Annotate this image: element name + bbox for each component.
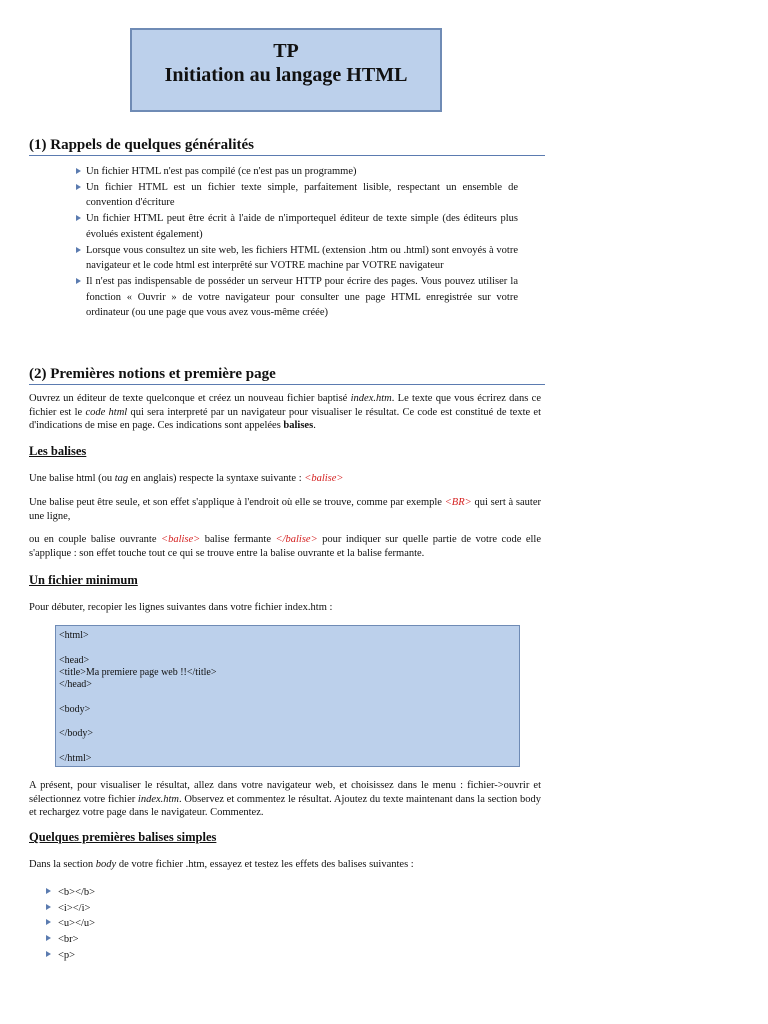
code-block: <html> <head> <title>Ma premiere page web !!</title> </head> <body> </body> </html> [55, 625, 520, 767]
list-item: <b></b> [46, 885, 95, 901]
list-item: Un fichier HTML peut être écrit à l'aide de n'importequel éditeur de texte simple (des éditeurs plus évolués existent également) [76, 211, 518, 242]
list-item: <i></i> [46, 901, 95, 917]
balises-simples-intro: Dans la section body de votre fichier .htm, essayez et testez les effets des balises suivantes : [29, 859, 414, 870]
title-line-1: TP [273, 40, 299, 62]
list-item: Un fichier HTML n'est pas compilé (ce n'est pas un programme) [76, 164, 518, 180]
title-box [130, 28, 442, 112]
section-1-bullet-list [76, 164, 518, 321]
bullet-triangle-icon [46, 951, 51, 957]
bullet-triangle-icon [76, 278, 81, 284]
bullet-triangle-icon [46, 904, 51, 910]
list-item: <u></u> [46, 916, 95, 932]
section-2-heading: (2) Premières notions et première page [29, 365, 545, 385]
bullet-triangle-icon [76, 168, 81, 174]
title-line-2: Initiation au langage HTML [164, 64, 408, 86]
balises-paragraph-1: Une balise html (ou tag en anglais) respecte la syntaxe suivante : <balise> [29, 473, 344, 484]
balises-paragraph-2: Une balise peut être seule, et son effet s'applique à l'endroit où elle se trouve, comme par exemple <BR> qui sert à sauter une ligne, [29, 497, 541, 522]
bullet-triangle-icon [46, 935, 51, 941]
fichier-minimum-heading: Un fichier minimum [29, 573, 138, 587]
bullet-triangle-icon [76, 184, 81, 190]
balises-paragraph-3: ou en couple balise ouvrante <balise> balise fermante </balise> pour indiquer sur quelle partie de votre code elle s'applique : son effet touche tout ce qui se trouve entre la balise ouvrante et la balise fermante. [29, 534, 541, 559]
list-item: <p> [46, 948, 95, 964]
section-2-intro: Ouvrez un éditeur de texte quelconque et créez un nouveau fichier baptisé index.htm. Le texte que vous écrirez dans ce fichier est le code html qui sera interpreté par un navigateur pour visualiser le résultat. Ce code est constitué de texte et d'indications de mise en page. Ces indications sont appelées balises. [29, 393, 542, 431]
balises-heading: Les balises [29, 444, 87, 458]
bullet-triangle-icon [76, 247, 81, 253]
list-item: Il n'est pas indispensable de posséder un serveur HTTP pour écrire des pages. Vous pouvez utiliser la fonction « Ouvrir » de votre navigateur pour consulter une page HTML enregistrée sur votre ordinateur (ou une page que vous avez vous-même créée) [76, 274, 518, 321]
fichier-minimum-instructions: A présent, pour visualiser le résultat, allez dans votre navigateur web, et choisissez dans le menu : fichier->ouvrir et sélectionnez votre fichier index.htm. Observez et commentez le résultat. Ajoutez du texte maintenant dans la section body et rechargez votre page dans le navigateur. Commentez. [29, 780, 541, 818]
section-1-heading: (1) Rappels de quelques généralités [29, 136, 545, 156]
list-item: <br> [46, 932, 95, 948]
list-item: Un fichier HTML est un fichier texte simple, parfaitement lisible, respectant un ensemble de convention d'écriture [76, 180, 518, 211]
bullet-triangle-icon [46, 919, 51, 925]
bullet-triangle-icon [46, 888, 51, 894]
simple-tags-list [46, 885, 95, 964]
fichier-minimum-intro: Pour débuter, recopier les lignes suivantes dans votre fichier index.htm : [29, 602, 333, 613]
list-item: Lorsque vous consultez un site web, les fichiers HTML (extension .htm ou .html) sont envoyés à votre navigateur et le code html est interprêté sur VOTRE machine par VOTRE navigateur [76, 243, 518, 274]
balises-simples-heading: Quelques premières balises simples [29, 830, 217, 844]
bullet-triangle-icon [76, 215, 81, 221]
